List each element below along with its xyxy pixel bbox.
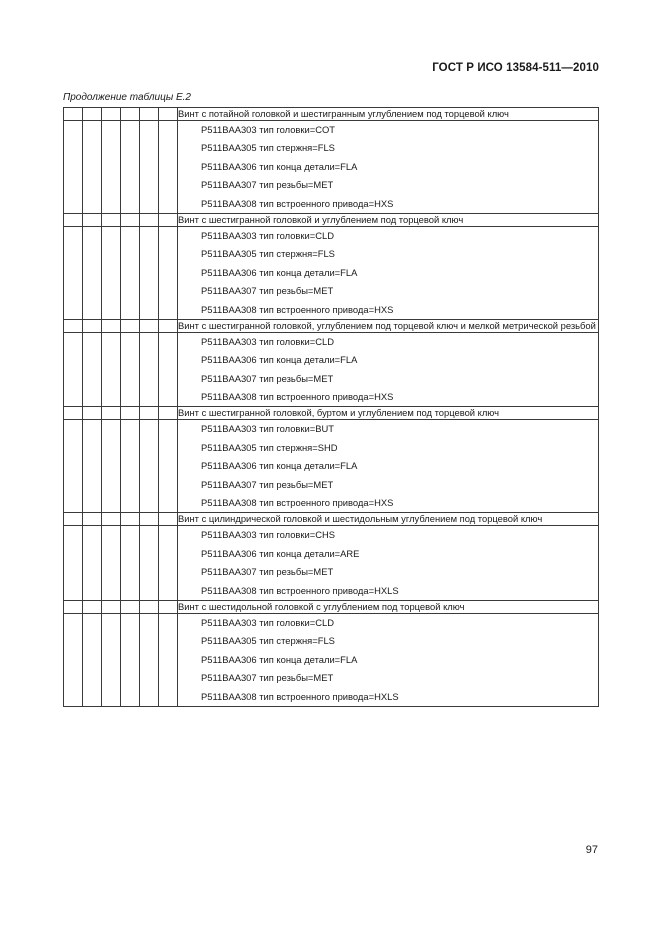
empty-cell xyxy=(140,332,159,407)
section-title: Винт с цилиндрической головкой и шестидольным углублением под торцевой ключ xyxy=(178,513,599,526)
attribute-line: P511BAA307 тип резьбы=MET xyxy=(201,372,334,384)
attribute-line: P511BAA303 тип головки=BUT xyxy=(201,423,334,435)
empty-cell xyxy=(121,226,140,319)
attribute-line: P511BAA306 тип конца детали=FLA xyxy=(201,354,358,366)
attribute-list xyxy=(178,121,599,214)
empty-cell xyxy=(140,319,159,332)
table-caption: Продолжение таблицы Е.2 xyxy=(63,92,191,103)
empty-cell xyxy=(102,213,121,226)
empty-cell xyxy=(64,319,83,332)
empty-cell xyxy=(159,407,178,420)
attribute-list xyxy=(178,420,599,513)
empty-cell xyxy=(159,121,178,214)
empty-cell xyxy=(121,121,140,214)
attribute-line: P511BAA306 тип конца детали=FLA xyxy=(201,653,358,665)
empty-cell xyxy=(121,613,140,706)
empty-cell xyxy=(102,108,121,121)
attribute-list xyxy=(178,526,599,601)
attribute-line: P511BAA308 тип встроенного привода=HXS xyxy=(201,303,394,315)
empty-cell xyxy=(83,213,102,226)
empty-cell xyxy=(159,513,178,526)
empty-cell xyxy=(102,600,121,613)
empty-cell xyxy=(159,213,178,226)
attribute-line: P511BAA307 тип резьбы=MET xyxy=(201,478,334,490)
attributes-row xyxy=(64,420,599,513)
table-body xyxy=(64,108,599,707)
attribute-list xyxy=(178,332,599,407)
attribute-line: P511BAA303 тип головки=CLD xyxy=(201,616,334,628)
empty-cell xyxy=(121,526,140,601)
empty-cell xyxy=(64,526,83,601)
empty-cell xyxy=(102,121,121,214)
empty-cell xyxy=(140,407,159,420)
empty-cell xyxy=(140,513,159,526)
empty-cell xyxy=(140,121,159,214)
empty-cell xyxy=(64,513,83,526)
empty-cell xyxy=(159,420,178,513)
empty-cell xyxy=(140,526,159,601)
empty-cell xyxy=(83,513,102,526)
attribute-line: P511BAA308 тип встроенного привода=HXLS xyxy=(201,584,399,596)
empty-cell xyxy=(102,319,121,332)
section-header-row xyxy=(64,108,599,121)
empty-cell xyxy=(140,226,159,319)
attribute-line: P511BAA303 тип головки=COT xyxy=(201,124,336,135)
empty-cell xyxy=(121,407,140,420)
section-title: Винт с шестигранной головкой, буртом и углублением под торцевой ключ xyxy=(178,407,599,420)
empty-cell xyxy=(102,613,121,706)
empty-cell xyxy=(159,319,178,332)
empty-cell xyxy=(83,420,102,513)
attribute-line: P511BAA307 тип резьбы=MET xyxy=(201,285,334,297)
empty-cell xyxy=(140,213,159,226)
section-header-row xyxy=(64,513,599,526)
empty-cell xyxy=(83,407,102,420)
attributes-row xyxy=(64,526,599,601)
section-header-row xyxy=(64,407,599,420)
empty-cell xyxy=(64,213,83,226)
attribute-line: P511BAA308 тип встроенного привода=HXS xyxy=(201,391,394,403)
empty-cell xyxy=(83,319,102,332)
section-header-row xyxy=(64,319,599,332)
attribute-line: P511BAA307 тип резьбы=MET xyxy=(201,672,334,684)
empty-cell xyxy=(83,600,102,613)
attribute-line: P511BAA308 тип встроенного привода=HXS xyxy=(201,497,394,509)
empty-cell xyxy=(140,613,159,706)
empty-cell xyxy=(102,526,121,601)
empty-cell xyxy=(159,332,178,407)
empty-cell xyxy=(159,108,178,121)
attribute-line: P511BAA303 тип головки=CLD xyxy=(201,335,334,347)
attribute-line: P511BAA305 тип стержня=FLS xyxy=(201,142,335,154)
empty-cell xyxy=(83,332,102,407)
attributes-row xyxy=(64,332,599,407)
empty-cell xyxy=(121,600,140,613)
attribute-line: P511BAA303 тип головки=CHS xyxy=(201,529,336,541)
attributes-row xyxy=(64,226,599,319)
empty-cell xyxy=(83,613,102,706)
section-header-row xyxy=(64,213,599,226)
empty-cell xyxy=(159,526,178,601)
section-title: Винт с шестигранной головкой, углублением под торцевой ключ и мелкой метрической резьбой xyxy=(178,319,599,332)
attribute-list xyxy=(178,613,599,706)
empty-cell xyxy=(64,226,83,319)
empty-cell xyxy=(121,108,140,121)
attribute-line: P511BAA305 тип стержня=FLS xyxy=(201,635,335,647)
attribute-list xyxy=(178,226,599,319)
attribute-line: P511BAA307 тип резьбы=MET xyxy=(201,179,334,191)
section-title: Винт с шестигранной головкой и углублением под торцевой ключ xyxy=(178,213,599,226)
attribute-line: P511BAA308 тип встроенного привода=HXS xyxy=(201,197,394,209)
empty-cell xyxy=(64,108,83,121)
attribute-line: P511BAA303 тип головки=CLD xyxy=(201,229,334,241)
attribute-line: P511BAA306 тип конца детали=FLA xyxy=(201,266,358,278)
empty-cell xyxy=(102,332,121,407)
empty-cell xyxy=(83,121,102,214)
empty-cell xyxy=(121,319,140,332)
page-number: 97 xyxy=(585,844,598,856)
empty-cell xyxy=(140,108,159,121)
empty-cell xyxy=(64,332,83,407)
empty-cell xyxy=(102,513,121,526)
attributes-row xyxy=(64,121,599,214)
empty-cell xyxy=(140,420,159,513)
attribute-line: P511BAA306 тип конца детали=FLA xyxy=(201,460,358,472)
empty-cell xyxy=(140,600,159,613)
empty-cell xyxy=(159,226,178,319)
empty-cell xyxy=(64,613,83,706)
empty-cell xyxy=(121,332,140,407)
empty-cell xyxy=(102,226,121,319)
empty-cell xyxy=(64,407,83,420)
attribute-line: P511BAA308 тип встроенного привода=HXLS xyxy=(201,690,399,702)
attribute-line: P511BAA305 тип стержня=SHD xyxy=(201,441,338,453)
attribute-line: P511BAA305 тип стержня=FLS xyxy=(201,248,335,260)
empty-cell xyxy=(83,226,102,319)
empty-cell xyxy=(83,108,102,121)
empty-cell xyxy=(121,213,140,226)
empty-cell xyxy=(159,613,178,706)
empty-cell xyxy=(121,420,140,513)
empty-cell xyxy=(64,420,83,513)
attribute-line: P511BAA306 тип конца детали=FLA xyxy=(201,160,358,172)
section-title: Винт с шестидольной головкой с углублением под торцевой ключ xyxy=(178,600,599,613)
attributes-row xyxy=(64,613,599,706)
section-header-row xyxy=(64,600,599,613)
empty-cell xyxy=(102,407,121,420)
spec-table xyxy=(63,107,599,707)
empty-cell xyxy=(159,600,178,613)
document-header: ГОСТ Р ИСО 13584-511—2010 xyxy=(432,62,599,74)
empty-cell xyxy=(102,420,121,513)
section-title: Винт с потайной головкой и шестигранным углублением под торцевой ключ xyxy=(178,108,599,121)
empty-cell xyxy=(121,513,140,526)
empty-cell xyxy=(64,600,83,613)
attribute-line: P511BAA307 тип резьбы=MET xyxy=(201,566,334,578)
empty-cell xyxy=(64,121,83,214)
empty-cell xyxy=(83,526,102,601)
attribute-line: P511BAA306 тип конца детали=ARE xyxy=(201,547,360,559)
